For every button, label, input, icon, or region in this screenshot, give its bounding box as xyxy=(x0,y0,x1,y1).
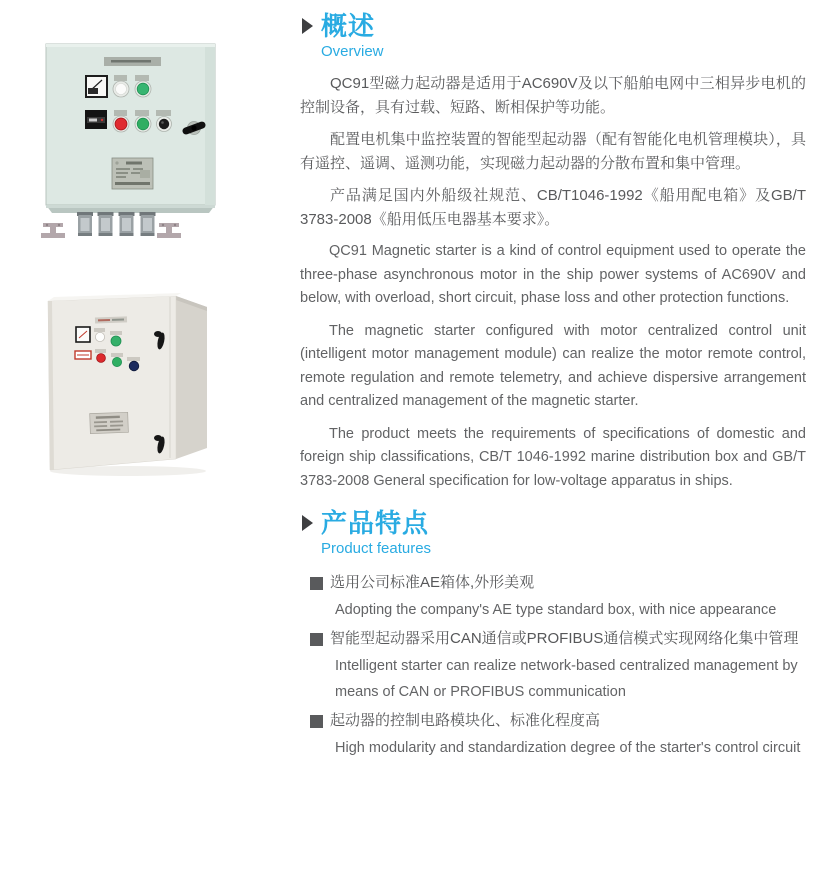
section-marker-icon xyxy=(302,18,313,34)
feature-bullet-icon xyxy=(310,577,323,590)
feature-item xyxy=(300,569,806,623)
section-product-features xyxy=(300,507,806,761)
feature-bullet-icon xyxy=(310,715,323,728)
overview-paragraph-zh: 产品满足国内外船级社规范、CB/T1046-1992《船用配电箱》及GB/T 3783-2008《船用低压电器基本要求》。 xyxy=(300,187,806,228)
feature-item xyxy=(300,625,806,705)
feature-desc-en: Adopting the company's AE type standard box, with nice appearance xyxy=(335,602,777,618)
section-overview xyxy=(300,10,806,493)
content-column xyxy=(300,10,806,763)
section-marker-icon xyxy=(302,515,313,531)
overview-paragraph-en: QC91 Magnetic starter is a kind of control equipment used to operate the three-phase asynchronous motor in the ship power systems of AC690V and below, with overload, short circuit, phase loss and other protection functions. xyxy=(300,243,806,306)
feature-item xyxy=(300,707,806,761)
overview-title-en: Overview xyxy=(321,43,384,60)
control-box-perspective-illustration xyxy=(30,270,260,490)
feature-bullet-icon xyxy=(310,633,323,646)
overview-paragraph-en: The magnetic starter configured with motor centralized control unit (intelligent motor management module) can realize the motor remote control, remote regulation and remote telemetry, and achieve dispersive arrangement and centralized management of the magnetic starter. xyxy=(300,322,806,409)
product-photo-front xyxy=(20,30,270,250)
overview-paragraph-en: The product meets the requirements of specifications of domestic and foreign ship classifications, CB/T 1046-1992 marine distribution box and GB/T 3783-2008 General specification for low-voltage apparatus in ships. xyxy=(300,425,806,489)
feature-title-zh-text: 选用公司标准AE箱体,外形美观 xyxy=(330,574,535,591)
feature-title-zh xyxy=(310,569,806,597)
features-title-en: Product features xyxy=(321,540,432,557)
overview-header xyxy=(300,10,806,42)
feature-title-zh-text: 起动器的控制电路模块化、标准化程度高 xyxy=(330,712,601,729)
feature-title-zh xyxy=(310,707,806,735)
features-title-zh: 产品特点 xyxy=(321,508,430,538)
overview-title-zh: 概述 xyxy=(321,11,376,41)
feature-desc-en: High modularity and standardization degree of the starter's control circuit xyxy=(335,740,801,756)
feature-desc-en: Intelligent starter can realize network-based centralized management by means of CAN or PROFIBUS communication xyxy=(335,658,798,700)
feature-title-zh xyxy=(310,625,806,653)
features-header xyxy=(300,507,806,539)
overview-paragraph-zh: QC91型磁力起动器是适用于AC690V及以下船舶电网中三相异步电机的控制设备，具有过载、短路、断相保护等功能。 xyxy=(300,75,806,116)
overview-paragraph-zh: 配置电机集中监控装置的智能型起动器（配有智能化电机管理模块），具有遥控、遥调、遥测功能，实现磁力起动器的分散布置和集中管理。 xyxy=(300,131,806,172)
control-box-front-illustration xyxy=(20,30,270,250)
feature-title-zh-text: 智能型起动器采用CAN通信或PROFIBUS通信模式实现网络化集中管理 xyxy=(330,630,799,647)
product-photo-perspective xyxy=(30,270,260,490)
